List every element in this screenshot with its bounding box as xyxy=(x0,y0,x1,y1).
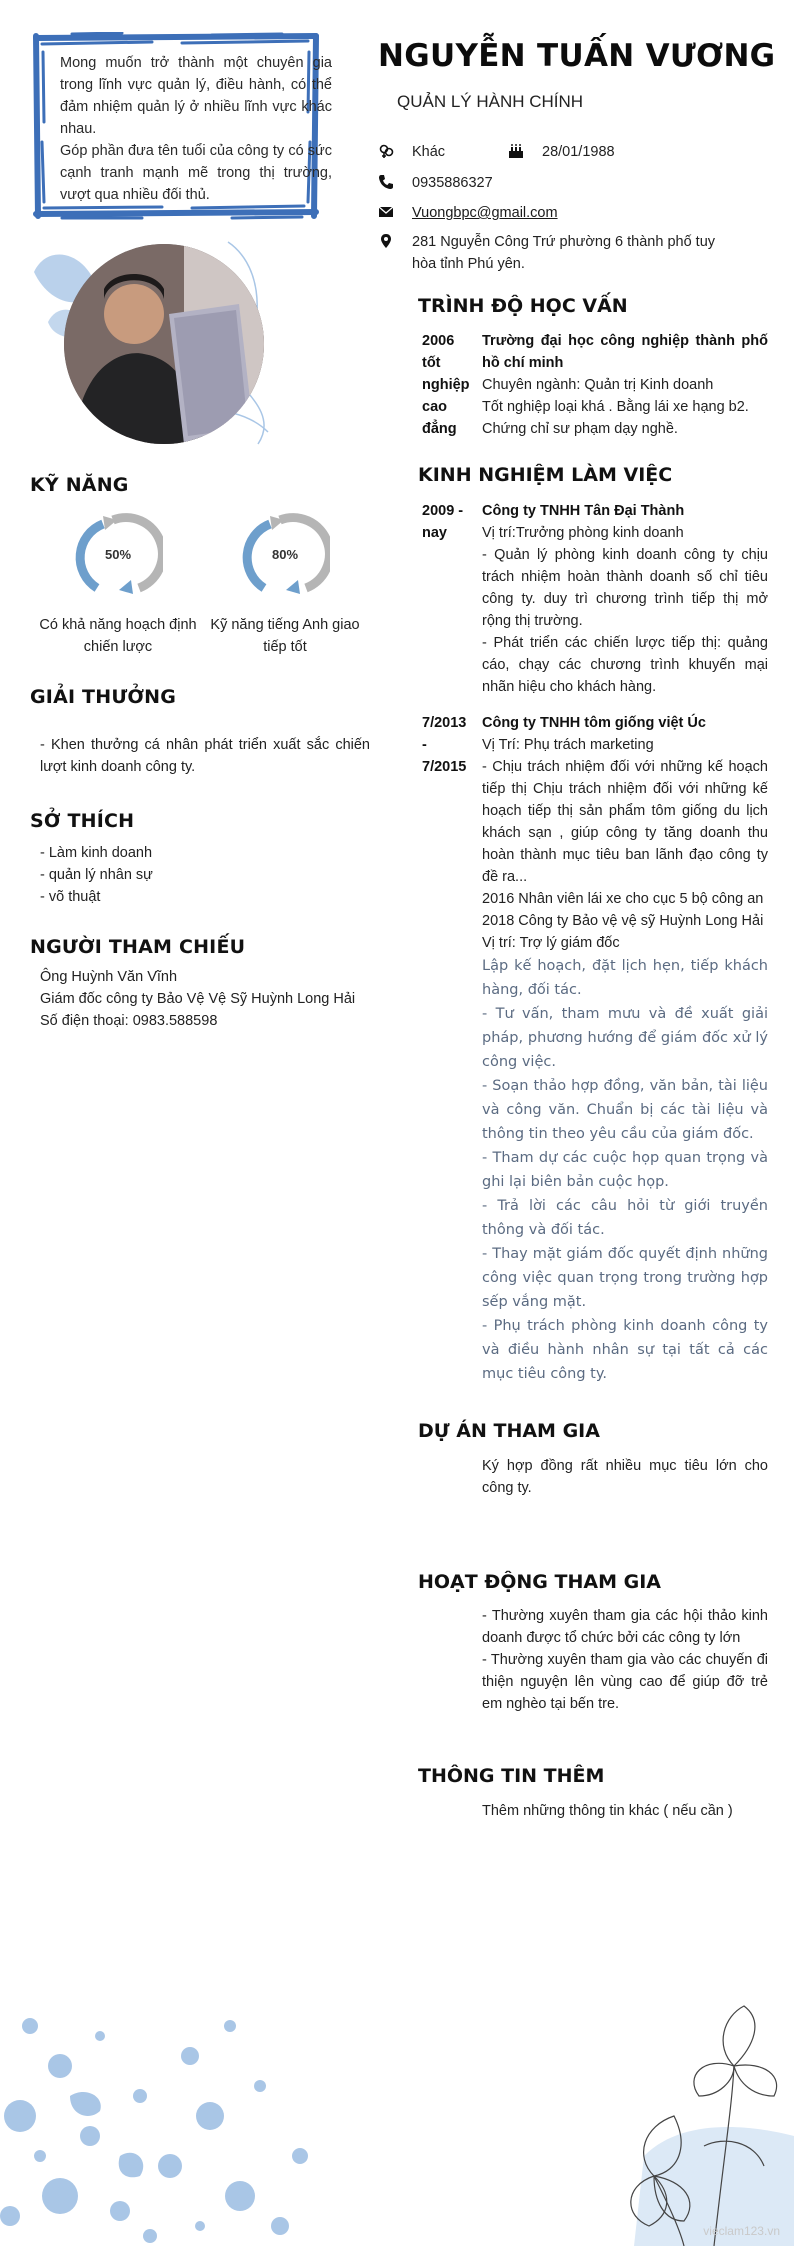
section-title-hobbies: SỞ THÍCH xyxy=(30,810,135,832)
objective-paragraph: Mong muốn trở thành một chuyên gia trong lĩnh vực quản lý, điều hành, có thể đảm nhiệm quản lý ở nhiều lĩnh vực khác nhau. xyxy=(60,55,332,137)
job-entry xyxy=(482,712,768,1386)
job-date xyxy=(422,500,478,544)
section-title-activities: HOẠT ĐỘNG THAM GIA xyxy=(418,1571,661,1593)
address-value xyxy=(412,231,715,275)
reference-name: Ông Huỳnh Văn Vĩnh xyxy=(40,969,178,985)
date-line: đẳng xyxy=(422,421,457,437)
job-date xyxy=(422,712,478,778)
company-name: Công ty TNHH tôm giống việt Úc xyxy=(482,715,706,731)
date-line: tốt xyxy=(422,355,441,371)
skill-label-line: Có khả năng hoạch định xyxy=(39,617,197,633)
email-link[interactable]: Vuongbpc@gmail.com xyxy=(412,205,558,221)
skill-percent: 80% xyxy=(271,547,299,562)
paint-splash-decoration xyxy=(0,1996,330,2246)
projects-text: Ký hợp đồng rất nhiều mục tiêu lớn cho công ty. xyxy=(482,1458,768,1496)
profile-photo-image xyxy=(64,244,264,444)
hobbies-list xyxy=(30,842,370,908)
awards-section xyxy=(30,686,370,778)
date-line: nghiệp xyxy=(422,377,470,393)
phone-icon xyxy=(378,174,394,190)
reference-details xyxy=(30,966,370,1032)
job-description: - Phát triển các chiến lược tiếp thị: quảng cáo, chạy các chương trình khuyến mại nhãn hiệu cho khách hàng. xyxy=(482,635,768,695)
job-position: Vị Trí: Phụ trách marketing xyxy=(482,737,654,753)
skill-item xyxy=(33,510,203,658)
list-item: - Làm kinh doanh xyxy=(40,845,153,861)
references-section xyxy=(30,936,370,1032)
hobbies-section xyxy=(30,810,370,908)
date-line: 7/2015 xyxy=(422,759,467,775)
list-item: - Thường xuyên tham gia các hội thảo kinh doanh được tổ chức bởi các công ty lớn xyxy=(482,1608,768,1646)
job-extra: 2016 Nhân viên lái xe cho cục 5 bộ công an xyxy=(482,891,764,907)
candidate-name: NGUYỄN TUẤN VƯƠNG xyxy=(378,38,776,74)
additional-text: Thêm những thông tin khác ( nếu cần ) xyxy=(482,1803,733,1819)
gender-value: Khác xyxy=(412,144,446,160)
skill-label-line: Kỹ năng tiếng Anh giao xyxy=(210,617,360,633)
awards-text: - Khen thưởng cá nhân phát triển xuất sắc chiến lượt kinh doanh công ty. xyxy=(40,737,370,775)
skill-label-line: tiếp tốt xyxy=(263,639,307,655)
reference-position: Giám đốc công ty Bảo Vệ Vệ Sỹ Huỳnh Long Hải xyxy=(40,991,356,1007)
address-line: hòa tỉnh Phú yên. xyxy=(412,256,525,272)
date-line: 7/2013 xyxy=(422,715,467,731)
skills-section xyxy=(30,474,370,496)
skill-label xyxy=(200,614,370,658)
duty-item: - Thay mặt giám đốc quyết định những công việc quan trọng trong trường hợp sếp vắng mặt. xyxy=(482,1246,768,1310)
skill-item xyxy=(200,510,370,658)
job-description: - Chịu trách nhiệm đối với những kế hoạch tiếp thị Chịu trách nhiệm đối với những kế hoạch tiếp thị sản phẩm tôm giống du lịch khách sạn , giúp công ty tăng doanh thu hoàn thành mục tiêu ban lãnh đạo công ty đề ra... xyxy=(482,759,768,885)
list-item: - quản lý nhân sự xyxy=(40,867,153,883)
education-date xyxy=(422,330,478,440)
duty-item: - Trả lời các câu hỏi từ giới truyền thông và đối tác. xyxy=(482,1198,768,1238)
list-item: - Thường xuyên tham gia vào các chuyến đi thiện nguyện lên vùng cao để giúp đỡ trẻ em nghèo tại bến tre. xyxy=(482,1652,768,1712)
section-title-experience: KINH NGHIỆM LÀM VIỆC xyxy=(418,464,673,486)
objective-paragraph: Góp phần đưa tên tuổi của công ty có sức cạnh tranh mạnh mẽ trong thị trường, vượt qua nhiều đối thủ. xyxy=(60,143,332,203)
objective-box xyxy=(32,32,332,220)
date-line: nay xyxy=(422,525,447,541)
avatar xyxy=(64,244,264,444)
job-entry xyxy=(482,500,768,698)
flower-decoration xyxy=(604,1996,794,2246)
education-line: Chứng chỉ sư phạm dạy nghề. xyxy=(482,421,678,437)
section-title-awards: GIẢI THƯỞNG xyxy=(30,686,177,708)
job-description: - Quản lý phòng kinh doanh công ty chịu trách nhiệm hoàn thành doanh số chỉ tiêu công ty. duy trì chương trình tiếp thị mở rộng thị trường. xyxy=(482,547,768,629)
section-title-references: NGƯỜI THAM CHIẾU xyxy=(30,936,246,958)
school-name: Trường đại học công nghiệp thành phố hồ chí minh xyxy=(482,333,768,371)
watermark: vieclam123.vn xyxy=(703,2224,780,2238)
section-title-education: TRÌNH ĐỘ HỌC VẤN xyxy=(418,295,628,317)
avatar-area xyxy=(28,232,278,452)
duty-item: - Tư vấn, tham mưu và đề xuất giải pháp, phương hướng để giám đốc xử lý công việc. xyxy=(482,1006,768,1070)
date-line: - xyxy=(422,737,427,753)
section-title-projects: DỰ ÁN THAM GIA xyxy=(418,1420,600,1442)
skill-percent: 50% xyxy=(104,547,132,562)
birthday-cake-icon xyxy=(508,143,524,159)
address-line: 281 Nguyễn Công Trứ phường 6 thành phố tuy xyxy=(412,234,716,250)
job-position: Vị trí: Trợ lý giám đốc xyxy=(482,935,620,951)
duties-list xyxy=(482,954,768,1386)
job-title: QUẢN LÝ HÀNH CHÍNH xyxy=(397,92,584,111)
address-row xyxy=(378,231,758,275)
duty-item: Lập kế hoạch, đặt lịch hẹn, tiếp khách hàng, đối tác. xyxy=(482,958,768,998)
section-title-additional: THÔNG TIN THÊM xyxy=(418,1765,605,1787)
gender-icon xyxy=(378,143,394,159)
education-line: Chuyên ngành: Quản trị Kinh doanh xyxy=(482,377,714,393)
list-item: - võ thuật xyxy=(40,889,101,905)
skill-ring-chart xyxy=(240,510,330,600)
job-position: Vị trí:Trưởng phòng kinh doanh xyxy=(482,525,684,541)
section-title-skills: KỸ NĂNG xyxy=(30,474,129,496)
reference-phone: Số điện thoại: 0983.588598 xyxy=(40,1013,218,1029)
skill-label xyxy=(33,614,203,658)
date-line: cao xyxy=(422,399,447,415)
objective-text xyxy=(60,52,332,206)
company-name: Công ty TNHH Tân Đại Thành xyxy=(482,503,685,519)
duty-item: - Soạn thảo hợp đồng, văn bản, tài liệu và công văn. Chuẩn bị các tài liệu và thông tin theo yêu cầu của giám đốc. xyxy=(482,1078,768,1142)
date-line: 2006 xyxy=(422,333,455,349)
email-icon xyxy=(378,204,394,220)
duty-item: - Tham dự các cuộc họp quan trọng và ghi lại biên bản cuộc họp. xyxy=(482,1150,768,1190)
job-extra: 2018 Công ty Bảo vệ vệ sỹ Huỳnh Long Hải xyxy=(482,913,764,929)
education-line: Tốt nghiệp loại khá . Bằng lái xe hạng b2. xyxy=(482,399,749,415)
activities-list xyxy=(482,1605,768,1715)
date-line: 2009 - xyxy=(422,503,464,519)
location-pin-icon xyxy=(378,233,394,249)
duty-item: - Phụ trách phòng kinh doanh công ty và điều hành nhân sự tại tất cả các mục tiêu công ty. xyxy=(482,1318,768,1382)
education-entry xyxy=(482,330,768,440)
phone-value: 0935886327 xyxy=(412,175,493,191)
skill-ring-chart xyxy=(73,510,163,600)
skill-label-line: chiến lược xyxy=(83,639,153,655)
birthday-value: 28/01/1988 xyxy=(542,144,615,160)
